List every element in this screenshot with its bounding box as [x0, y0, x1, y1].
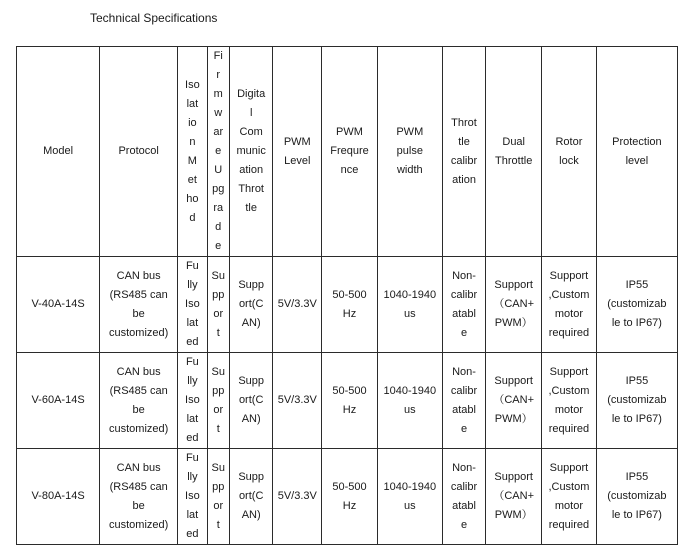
cell-pwm-level: 5V/3.3V: [273, 449, 322, 545]
cell-model: V-80A-14S: [17, 449, 100, 545]
cell-pwm-pulse-width: 1040-1940 us: [377, 449, 442, 545]
col-header-digital-communication-throttle: Digita l Com munic ation Throt tle: [229, 47, 273, 257]
col-header-rotor-lock: Rotor lock: [542, 47, 597, 257]
page-title: Technical Specifications: [90, 11, 218, 25]
cell-model: V-60A-14S: [17, 353, 100, 449]
cell-protection-level: IP55 (customizab le to IP67): [596, 449, 677, 545]
cell-dual-throttle: Support （CAN+ PWM）: [486, 257, 542, 353]
cell-firmware-upgrade: Su pp or t: [207, 257, 229, 353]
col-header-pwm-pulse-width: PWM pulse width: [377, 47, 442, 257]
col-header-pwm-frequency: PWM Frequre nce: [322, 47, 378, 257]
cell-pwm-frequency: 50-500 Hz: [322, 257, 378, 353]
cell-protocol: CAN bus (RS485 can be customized): [100, 449, 178, 545]
cell-rotor-lock: Support ,Custom motor required: [542, 353, 597, 449]
cell-pwm-level: 5V/3.3V: [273, 257, 322, 353]
cell-rotor-lock: Support ,Custom motor required: [542, 257, 597, 353]
cell-protocol: CAN bus (RS485 can be customized): [100, 353, 178, 449]
table-row: [17, 449, 678, 545]
header-row: [17, 47, 678, 257]
cell-protection-level: IP55 (customizab le to IP67): [596, 257, 677, 353]
cell-dual-throttle: Support （CAN+ PWM）: [486, 353, 542, 449]
cell-pwm-frequency: 50-500 Hz: [322, 353, 378, 449]
cell-protection-level: IP55 (customizab le to IP67): [596, 353, 677, 449]
cell-pwm-level: 5V/3.3V: [273, 353, 322, 449]
col-header-throttle-calibration: Throt tle calibr ation: [442, 47, 486, 257]
spec-table: [16, 46, 678, 545]
cell-digital-communication-throttle: Supp ort(C AN): [229, 353, 273, 449]
cell-rotor-lock: Support ,Custom motor required: [542, 449, 597, 545]
col-header-model: Model: [17, 47, 100, 257]
cell-isolation-method: Fu lly Iso lat ed: [178, 353, 207, 449]
cell-digital-communication-throttle: Supp ort(C AN): [229, 449, 273, 545]
cell-pwm-pulse-width: 1040-1940 us: [377, 353, 442, 449]
table-row: [17, 257, 678, 353]
cell-dual-throttle: Support （CAN+ PWM）: [486, 449, 542, 545]
cell-digital-communication-throttle: Supp ort(C AN): [229, 257, 273, 353]
col-header-pwm-level: PWM Level: [273, 47, 322, 257]
col-header-isolation-method: Iso lat io n M et ho d: [178, 47, 207, 257]
cell-isolation-method: Fu lly Iso lat ed: [178, 257, 207, 353]
cell-pwm-pulse-width: 1040-1940 us: [377, 257, 442, 353]
cell-throttle-calibration: Non- calibr atabl e: [442, 449, 486, 545]
cell-firmware-upgrade: Su pp or t: [207, 449, 229, 545]
col-header-protection-level: Protection level: [596, 47, 677, 257]
col-header-firmware-upgrade: Fi r m w ar e U pg ra d e: [207, 47, 229, 257]
cell-isolation-method: Fu lly Iso lat ed: [178, 449, 207, 545]
cell-firmware-upgrade: Su pp or t: [207, 353, 229, 449]
cell-protocol: CAN bus (RS485 can be customized): [100, 257, 178, 353]
col-header-dual-throttle: Dual Throttle: [486, 47, 542, 257]
cell-pwm-frequency: 50-500 Hz: [322, 449, 378, 545]
cell-throttle-calibration: Non- calibr atabl e: [442, 353, 486, 449]
table-row: [17, 353, 678, 449]
cell-model: V-40A-14S: [17, 257, 100, 353]
cell-throttle-calibration: Non- calibr atabl e: [442, 257, 486, 353]
col-header-protocol: Protocol: [100, 47, 178, 257]
